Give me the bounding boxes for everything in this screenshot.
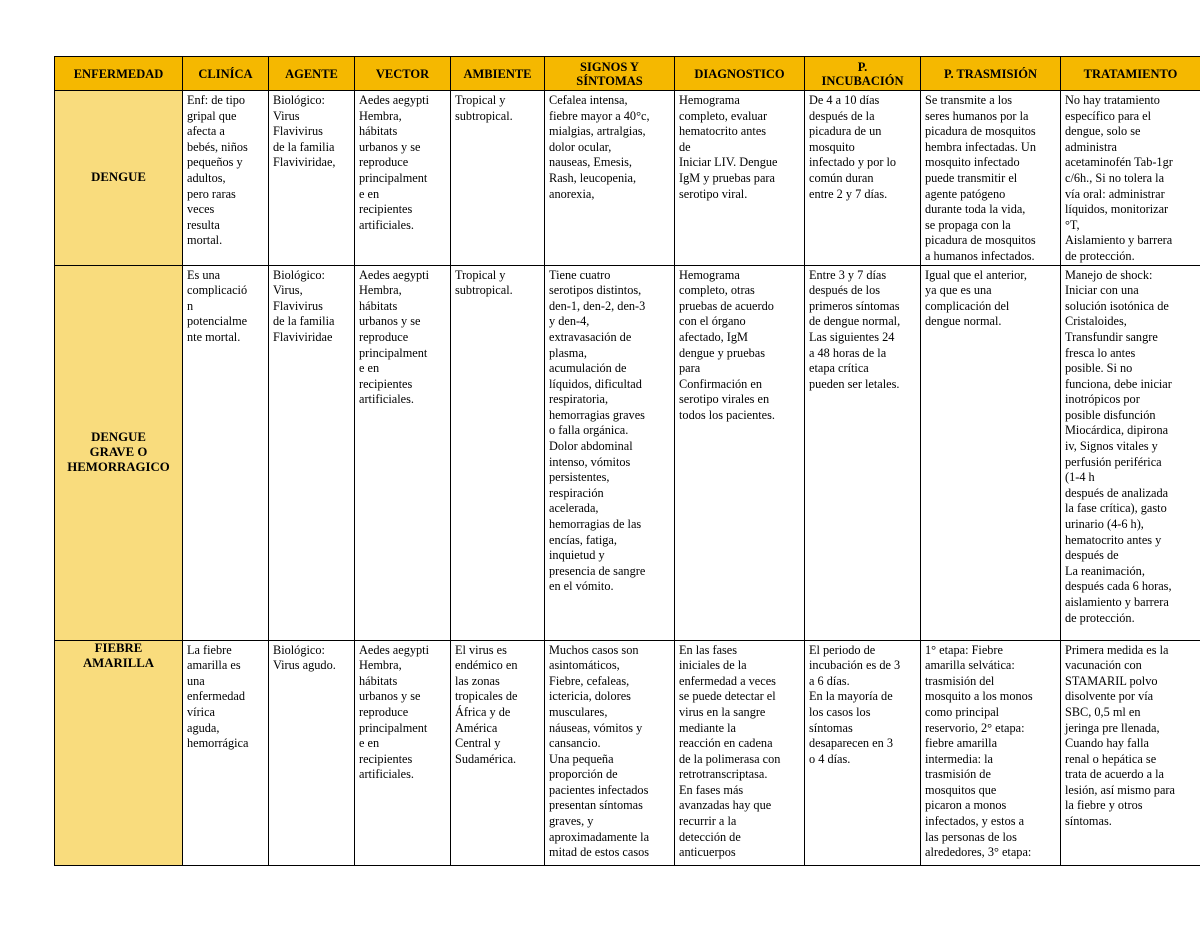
header-incubacion: P. INCUBACIÓN — [805, 57, 921, 91]
disease-comparison-table — [54, 56, 1200, 866]
tratamiento-cell: Primera medida es la vacunación con STAMARIL polvo disolvente por vía SBC, 0,5 ml en jeringa pre llenada, Cuando hay falla renal o hepática se trata de acuerdo a la lesión, así mismo para la fiebre y otros síntomas. — [1061, 640, 1200, 865]
tratamiento-cell: Manejo de shock: Iniciar con una solución isotónica de Cristaloides, Transfundir sangre fresca lo antes posible. Si no funciona, debe iniciar inotrópicos por posible disfunción Miocárdica, dipirona iv, Signos vitales y perfusión periférica (1-4 h después de analizada la fase crítica), gasto urinario (4-6 h), hematocrito antes y después de La reanimación, después cada 6 horas, aislamiento y barrera de protección. — [1061, 265, 1200, 640]
tratamiento-cell: No hay tratamiento específico para el dengue, solo se administra acetaminofén Tab-1gr c/6h., Si no tolera la vía oral: administrar líquidos, monitorizar °T, Aislamiento y barrera de protección. — [1061, 91, 1200, 266]
header-agente: AGENTE — [269, 57, 355, 91]
agente-cell: Biológico: Virus agudo. — [269, 640, 355, 865]
agente-cell: Biológico: Virus Flavivirus de la familia Flaviviridae, — [269, 91, 355, 266]
diagnostico-cell: En las fases iniciales de la enfermedad a veces se puede detectar el virus en la sangre mediante la reacción en cadena de la polimerasa con retrotranscriptasa. En fases más avanzadas hay que recurrir a la detección de anticuerpos — [675, 640, 805, 865]
diagnostico-cell: Hemograma completo, evaluar hematocrito antes de Iniciar LIV. Dengue IgM y pruebas para serotipo viral. — [675, 91, 805, 266]
header-tratamiento: TRATAMIENTO — [1061, 57, 1200, 91]
signos-cell: Muchos casos son asintomáticos, Fiebre, cefaleas, ictericia, dolores musculares, náuseas, vómitos y cansancio. Una pequeña proporción de pacientes infectados presentan síntomas graves, y aproximadamente la mitad de estos casos — [545, 640, 675, 865]
clinica-cell: La fiebre amarilla es una enfermedad vírica aguda, hemorrágica — [183, 640, 269, 865]
table-row — [55, 265, 1200, 640]
header-clinica: CLINÍCA — [183, 57, 269, 91]
header-diagnostico: DIAGNOSTICO — [675, 57, 805, 91]
clinica-cell: Es una complicació n potencialme nte mortal. — [183, 265, 269, 640]
trasmision-cell: Igual que el anterior, ya que es una complicación del dengue normal. — [921, 265, 1061, 640]
vector-cell: Aedes aegypti Hembra, hábitats urbanos y se reproduce principalment e en recipientes artificiales. — [355, 265, 451, 640]
header-enfermedad: ENFERMEDAD — [55, 57, 183, 91]
ambiente-cell: El virus es endémico en las zonas tropicales de África y de América Central y Sudamérica. — [451, 640, 545, 865]
signos-cell: Cefalea intensa, fiebre mayor a 40°c, mialgias, artralgias, dolor ocular, nauseas, Emesis, Rash, leucopenia, anorexia, — [545, 91, 675, 266]
table-row — [55, 640, 1200, 865]
vector-cell: Aedes aegypti Hembra, hábitats urbanos y se reproduce principalment e en recipientes artificiales. — [355, 640, 451, 865]
incubacion-cell: Entre 3 y 7 días después de los primeros síntomas de dengue normal, Las siguientes 24 a 48 horas de la etapa crítica pueden ser letales. — [805, 265, 921, 640]
header-vector: VECTOR — [355, 57, 451, 91]
incubacion-cell: De 4 a 10 días después de la picadura de un mosquito infectado y por lo común duran entre 2 y 7 días. — [805, 91, 921, 266]
ambiente-cell: Tropical y subtropical. — [451, 265, 545, 640]
vector-cell: Aedes aegypti Hembra, hábitats urbanos y se reproduce principalment e en recipientes artificiales. — [355, 91, 451, 266]
incubacion-cell: El periodo de incubación es de 3 a 6 días. En la mayoría de los casos los síntomas desaparecen en 3 o 4 días. — [805, 640, 921, 865]
disease-name: FIEBRE AMARILLA — [55, 640, 183, 865]
header-row — [55, 57, 1200, 91]
agente-cell: Biológico: Virus, Flavivirus de la familia Flaviviridae — [269, 265, 355, 640]
table-row — [55, 91, 1200, 266]
trasmision-cell: Se transmite a los seres humanos por la picadura de mosquitos hembra infectadas. Un mosquito infectado puede transmitir el agente patógeno durante toda la vida, se propaga con la picadura de mosquitos a humanos infectados. — [921, 91, 1061, 266]
disease-name: DENGUE — [55, 91, 183, 266]
clinica-cell: Enf: de tipo gripal que afecta a bebés, niños pequeños y adultos, pero raras veces resulta mortal. — [183, 91, 269, 266]
trasmision-cell: 1° etapa: Fiebre amarilla selvática: trasmisión del mosquito a los monos como principal reservorio, 2° etapa: fiebre amarilla intermedia: la trasmisión de mosquitos que picaron a monos infectados, y estos a las personas de los alrededores, 3° etapa: — [921, 640, 1061, 865]
signos-cell: Tiene cuatro serotipos distintos, den-1, den-2, den-3 y den-4, extravasación de plasma, acumulación de líquidos, dificultad respiratoria, hemorragias graves o falla orgánica. Dolor abdominal intenso, vómitos persistentes, respiración acelerada, hemorragias de las encías, fatiga, inquietud y presencia de sangre en el vómito. — [545, 265, 675, 640]
header-ambiente: AMBIENTE — [451, 57, 545, 91]
disease-name: DENGUE GRAVE O HEMORRAGICO — [55, 265, 183, 640]
diagnostico-cell: Hemograma completo, otras pruebas de acuerdo con el órgano afectado, IgM dengue y pruebas para Confirmación en serotipo virales en todos los pacientes. — [675, 265, 805, 640]
ambiente-cell: Tropical y subtropical. — [451, 91, 545, 266]
header-trasmision: P. TRASMISIÓN — [921, 57, 1061, 91]
header-signos-sintomas: SIGNOS Y SÍNTOMAS — [545, 57, 675, 91]
